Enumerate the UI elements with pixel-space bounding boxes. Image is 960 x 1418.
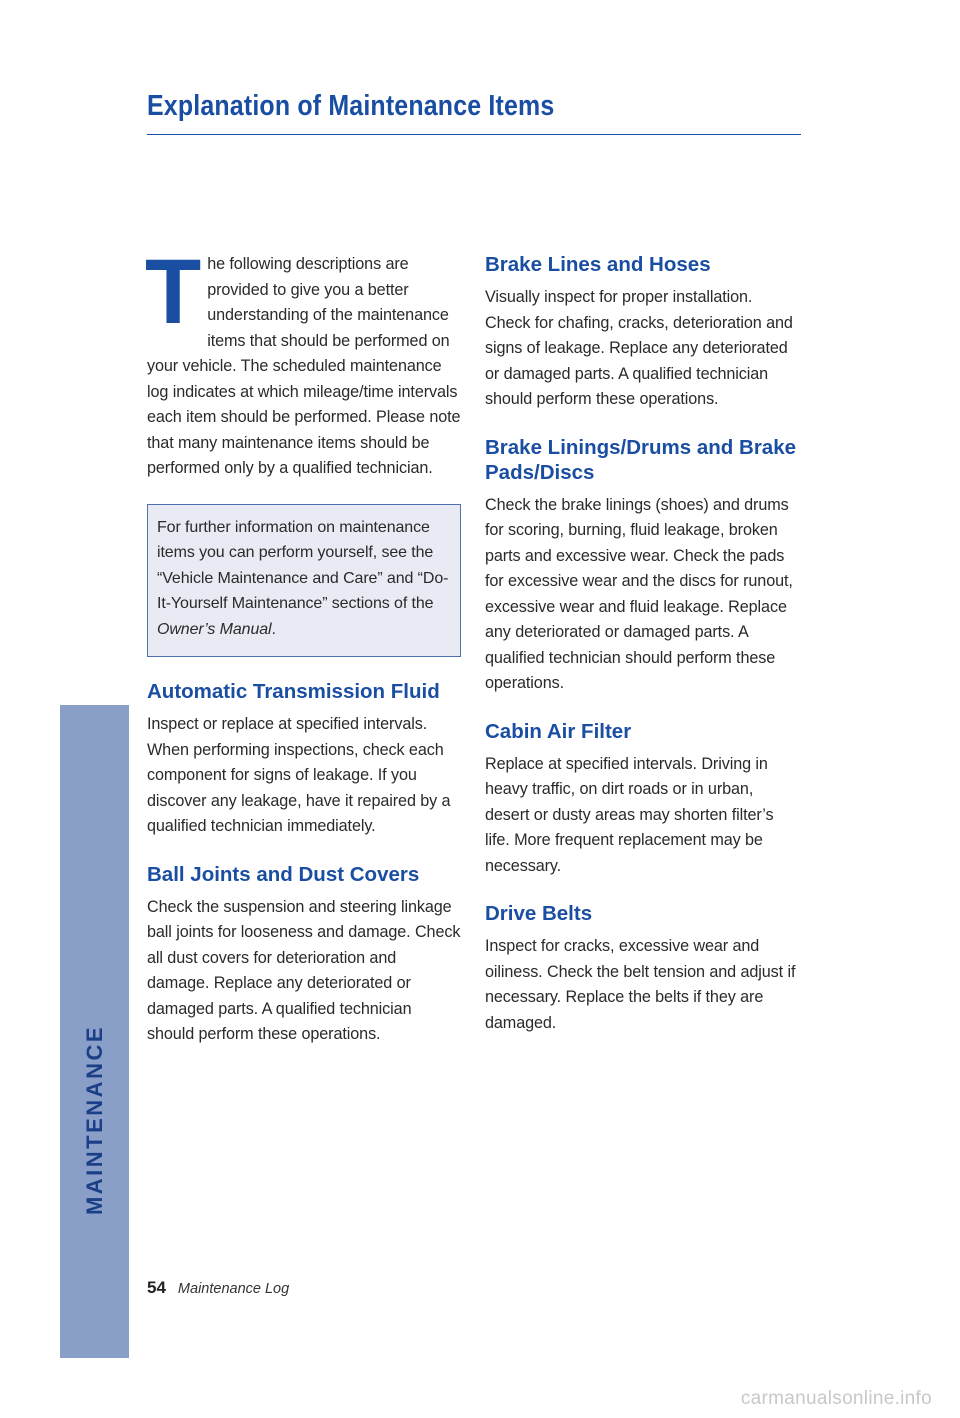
page-number: 54: [147, 1278, 166, 1297]
section-heading: Automatic Transmission Fluid: [147, 680, 440, 703]
section-body: Check the brake linings (shoes) and drums for scoring, burning, fluid leakage, broken parts and excessive wear. Check the pads for excessive wear and the discs for runout, excessive wear and fluid leakage. Replace any deteriorated or damaged parts. A qualified technician should perform these operations.: [485, 495, 793, 692]
section-body: Visually inspect for proper installation. Check for chafing, cracks, deterioration and signs of leakage. Replace any deteriorated or damaged parts. A qualified technician should perform these operations.: [485, 288, 793, 408]
section-body: Replace at specified intervals. Driving in heavy traffic, on dirt roads or in urban, desert or dusty areas may shorten filter’s life. More frequent replacement may be necessary.: [485, 754, 774, 875]
page-title: Explanation of Maintenance Items: [147, 90, 555, 122]
title-divider: [147, 134, 801, 135]
watermark: carmanualsonline.info: [740, 1388, 932, 1409]
side-tab: [60, 705, 129, 1358]
section-heading: Ball Joints and Dust Covers: [147, 862, 420, 886]
section-heading: Drive Belts: [485, 902, 593, 925]
section-cabin-air-filter: [485, 719, 801, 880]
page-footer: [147, 1278, 289, 1298]
side-tab-text: MAINTENANCE: [81, 1024, 107, 1216]
section-drive-belts: [485, 901, 801, 1036]
section-heading: Brake Lines and Hoses: [485, 253, 711, 276]
right-column: [485, 252, 801, 1036]
left-column: [145, 241, 461, 1048]
section-automatic-transmission-fluid: [147, 679, 461, 840]
note-text-end: .: [271, 620, 276, 638]
section-ball-joints: [147, 862, 461, 1048]
section-body: Inspect for cracks, excessive wear and oiliness. Check the belt tension and adjust if necessary. Replace the belts if they are damaged.: [485, 937, 796, 1032]
section-body: Check the suspension and steering linkage ball joints for looseness and damage. Check all dust covers for deterioration and damage. Replace any deteriorated or damaged parts. A qualified technician should perform these operations.: [147, 897, 461, 1043]
section-body: Inspect or replace at specified intervals. When performing inspections, check each component for signs of leakage. If you discover any leakage, have it repaired by a qualified technician immediately.: [147, 715, 451, 835]
section-brake-lines: [485, 252, 801, 413]
footer-label: Maintenance Log: [177, 1281, 290, 1297]
note-text: [157, 515, 454, 643]
intro-text: he following descriptions are provided to give you a better understanding of the maintenance items that should be performed on your vehicle. The scheduled maintenance log indicates at which mileage/time intervals each item should be performed. Please note that many maintenance items should be performed only by a qualified technician.: [147, 255, 461, 477]
note-box: [147, 504, 461, 658]
section-brake-linings: [485, 435, 801, 697]
note-text-main: For further information on maintenance items you can perform yourself, see the “Vehicle Maintenance and Care” and “Do-It-Yourself Maintenance” sections of the: [157, 518, 449, 612]
section-heading: Brake Linings/Drums and Brake Pads/Discs: [485, 435, 797, 484]
owners-manual-reference: Owner’s Manual: [157, 620, 272, 638]
intro-paragraph: [145, 241, 461, 482]
drop-cap: T: [145, 241, 202, 343]
section-heading: Cabin Air Filter: [485, 719, 632, 743]
